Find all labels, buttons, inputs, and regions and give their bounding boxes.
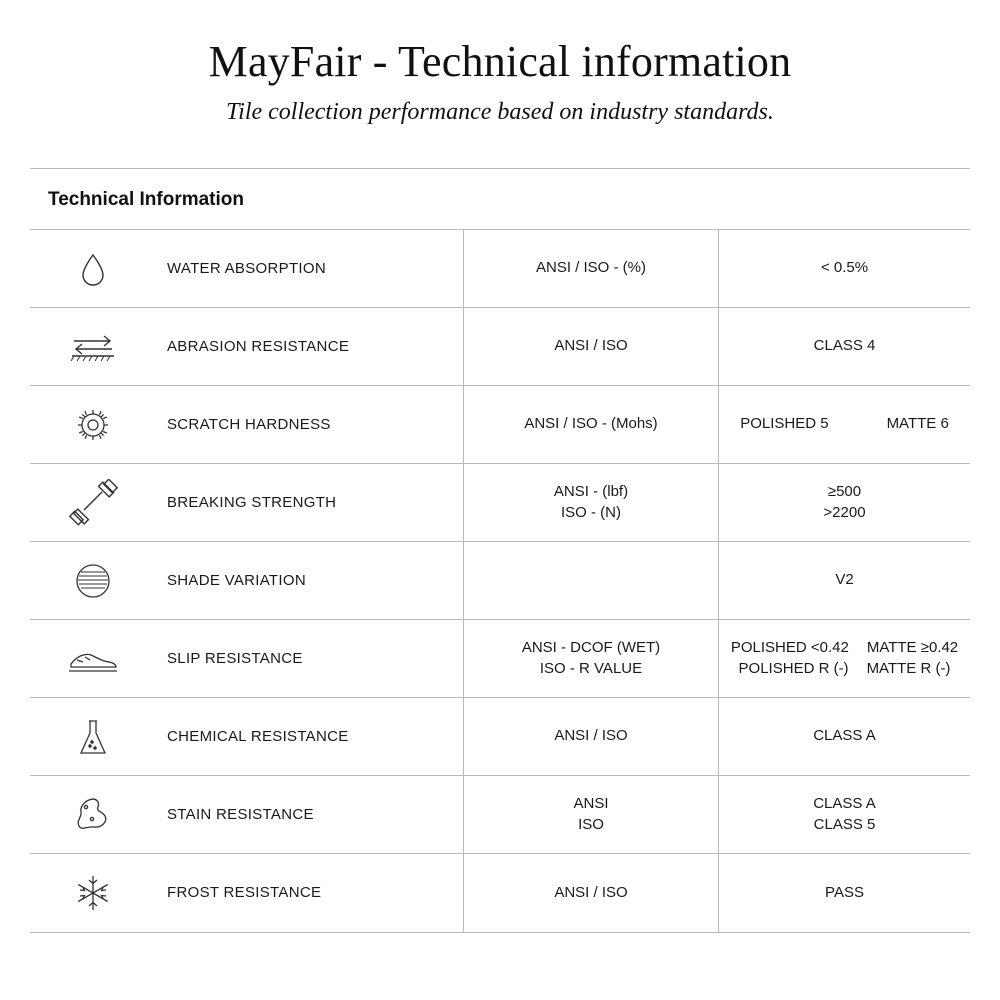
table-row <box>30 776 970 854</box>
table-row <box>30 542 970 620</box>
row-value: CLASS 4 <box>719 308 971 386</box>
row-standard: ANSI / ISO <box>464 698 719 776</box>
row-standard-line2: ISO - R VALUE <box>539 659 643 677</box>
page-title: MayFair - Technical information <box>208 37 792 86</box>
table-row <box>30 308 970 386</box>
row-standard: ANSI / ISO - (%) <box>464 230 719 308</box>
row-value-polished: POLISHED 5 <box>740 415 829 433</box>
table-row <box>30 854 970 932</box>
table-row <box>30 230 970 308</box>
table-row <box>30 464 970 542</box>
flask-icon <box>30 698 149 776</box>
row-standard <box>464 776 719 854</box>
row-standard: ANSI / ISO - (Mohs) <box>464 386 719 464</box>
row-value-line1-matte: MATTE ≥0.42 <box>866 639 959 657</box>
row-value <box>719 464 971 542</box>
row-value-line1: CLASS A <box>813 795 876 813</box>
row-standard-line2: ISO - (N) <box>561 503 621 521</box>
row-value: < 0.5% <box>719 230 971 308</box>
table-row <box>30 386 970 464</box>
row-value-line1: ≥500 <box>827 483 862 501</box>
row-standard <box>464 620 719 698</box>
row-label: ABRASION RESISTANCE <box>149 308 464 386</box>
row-value-line2-matte: MATTE R (-) <box>866 659 951 677</box>
shade-circle-icon <box>30 542 149 620</box>
shoe-icon <box>30 620 149 698</box>
row-standard: ANSI / ISO <box>464 308 719 386</box>
row-value <box>719 776 971 854</box>
row-value: V2 <box>719 542 971 620</box>
section-title: Technical Information <box>48 189 245 210</box>
row-label: FROST RESISTANCE <box>149 854 464 932</box>
row-standard-line1: ANSI - (lbf) <box>553 483 629 501</box>
row-label: SCRATCH HARDNESS <box>149 386 464 464</box>
gear-icon <box>30 386 149 464</box>
stain-blob-icon <box>30 776 149 854</box>
row-label: BREAKING STRENGTH <box>149 464 464 542</box>
page-subtitle: Tile collection performance based on industry standards. <box>226 99 774 125</box>
row-standard-line2: ISO <box>578 815 604 833</box>
technical-information-table <box>30 229 970 932</box>
table-row <box>30 620 970 698</box>
row-value <box>719 386 971 464</box>
row-value: PASS <box>719 854 971 932</box>
row-label: SHADE VARIATION <box>149 542 464 620</box>
dumbbell-icon <box>30 464 149 542</box>
table-row <box>30 698 970 776</box>
row-label: SLIP RESISTANCE <box>149 620 464 698</box>
row-label: CHEMICAL RESISTANCE <box>149 698 464 776</box>
row-value: CLASS A <box>719 698 971 776</box>
row-standard-line1: ANSI - DCOF (WET) <box>521 639 661 657</box>
row-standard: ANSI / ISO <box>464 854 719 932</box>
row-value <box>719 620 971 698</box>
row-standard <box>464 542 719 620</box>
row-label: WATER ABSORPTION <box>149 230 464 308</box>
row-value-line1-polished: POLISHED <0.42 <box>730 639 849 657</box>
row-value-line2: >2200 <box>823 503 866 521</box>
row-value-matte: MATTE 6 <box>886 415 949 433</box>
row-value-line2-polished: POLISHED R (-) <box>738 659 849 677</box>
row-value-line2: CLASS 5 <box>813 815 876 833</box>
row-standard-line1: ANSI <box>573 795 609 813</box>
abrasion-arrows-icon <box>30 308 149 386</box>
row-label: STAIN RESISTANCE <box>149 776 464 854</box>
water-drop-icon <box>30 230 149 308</box>
row-standard <box>464 464 719 542</box>
snowflake-icon <box>30 854 149 932</box>
table-bottom-divider <box>30 932 970 933</box>
